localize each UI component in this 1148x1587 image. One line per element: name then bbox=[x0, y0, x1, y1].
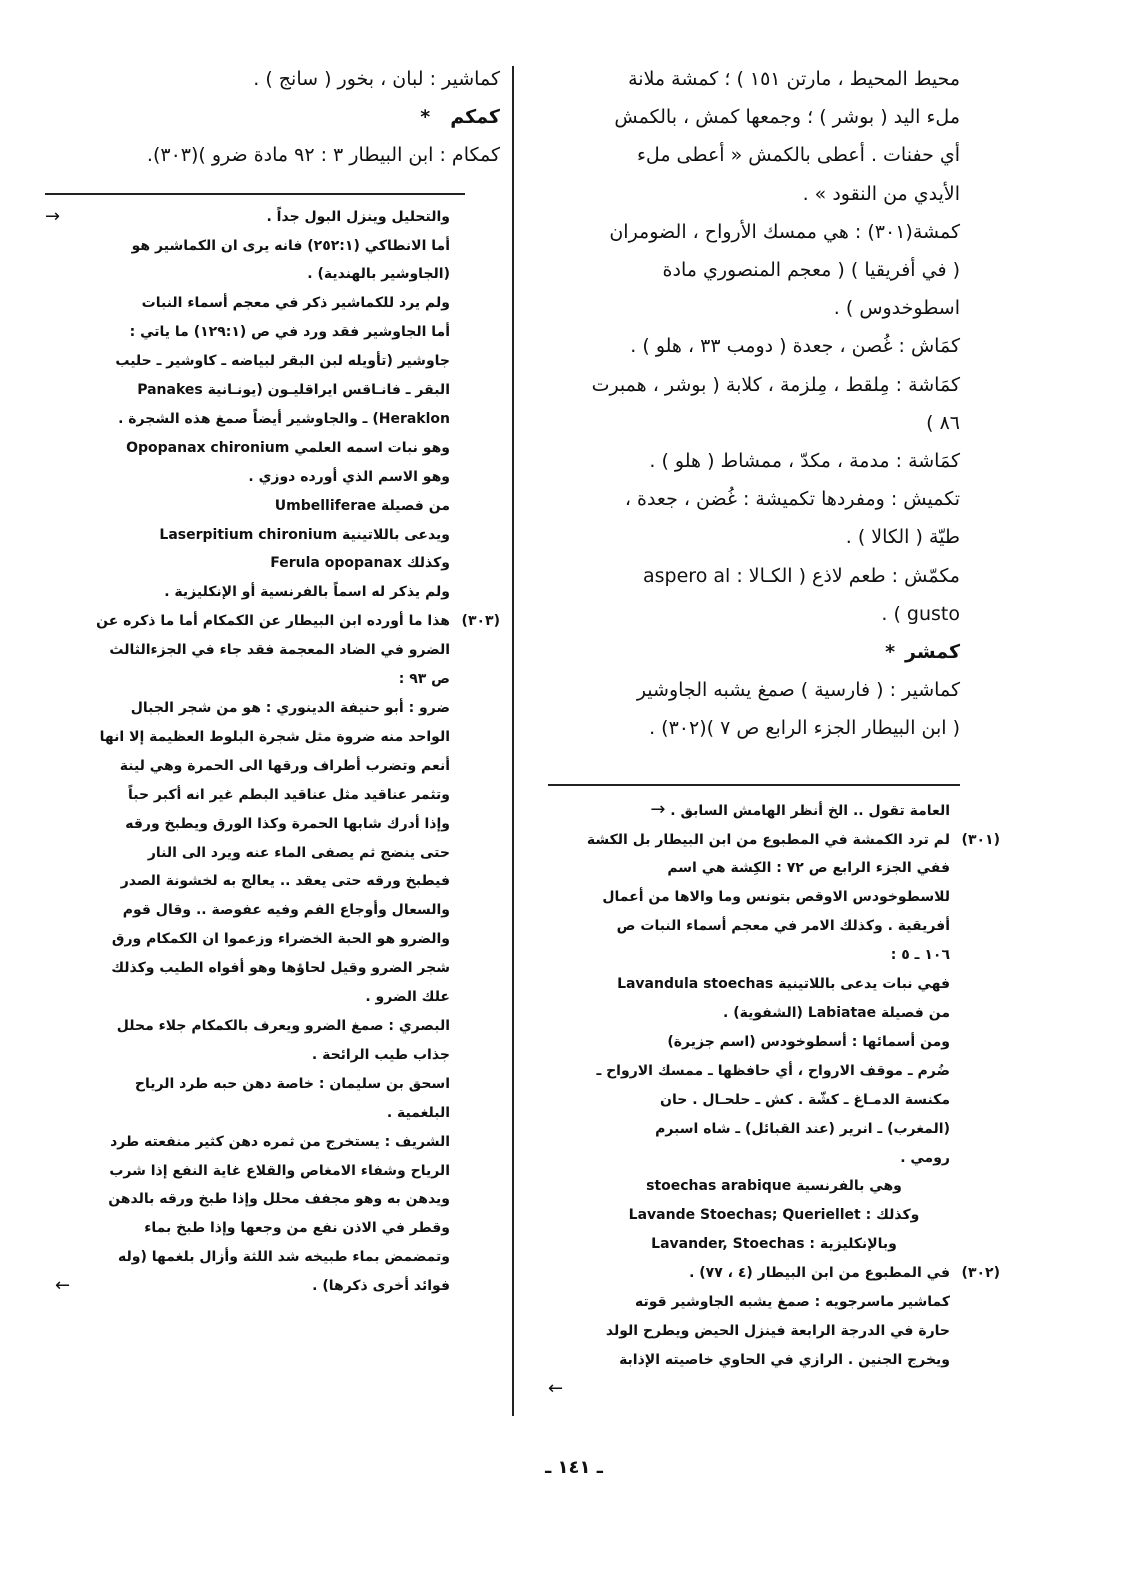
footnote-rule bbox=[548, 784, 960, 786]
footnote-line: ففي الجزء الرابع ص ٧٢ : الكِشة هي اسم bbox=[667, 860, 950, 877]
text-line: gusto ) . bbox=[881, 602, 960, 625]
footnote-line: وكذلك Ferula opopanax bbox=[270, 555, 450, 572]
text-line: ملء اليد ( بوشر ) ؛ وجمعها كمش ، بالكمش bbox=[614, 106, 960, 129]
footnote-line: ولم يرد للكماشير ذكر في معجم أسماء النبات bbox=[141, 295, 450, 312]
footnote-line: البلغمية . bbox=[386, 1104, 450, 1121]
right-column bbox=[548, 60, 1000, 1405]
footnote-line bbox=[548, 1375, 1000, 1405]
footnote-line: وتثمر عناقيد مثل عناقيد البطم غير انه أكبر حباً bbox=[128, 786, 450, 803]
footnote-line: (الجاوشير بالهندية) . bbox=[307, 266, 450, 283]
footnote-line: وقطر في الاذن نفع من وجعها وإذا طبخ بماء bbox=[144, 1220, 450, 1237]
footnote-line: وتمضمض بماء طبيخه شد اللثة وأزال بلغمها (وله bbox=[118, 1249, 450, 1266]
text-line: كماشير : ( فارسية ) صمغ يشبه الجاوشير bbox=[636, 679, 960, 702]
footnote-line: والسعال وأوجاع الفم وفيه عفوصة .. وقال قوم bbox=[122, 902, 450, 919]
footnote-line: للاسطوخودس الاوقص بتونس وما والاها من أعمال bbox=[602, 889, 950, 906]
footnote-line: أما الانطاكي (٢٥٢:١) فانه يرى ان الكماشير هو bbox=[131, 237, 450, 254]
text-line: ٨٦ ) bbox=[926, 411, 960, 434]
footnote-line: فهي نبات يدعى باللاتينية Lavandula stoechas bbox=[617, 976, 950, 993]
footnote-line: رومي . bbox=[900, 1149, 950, 1166]
footnote-number: (٣٠٢) bbox=[961, 1265, 1000, 1282]
column-divider bbox=[512, 66, 514, 1416]
footnote-line: علك الضرو . bbox=[365, 989, 450, 1006]
footnote-line: الرياح وشفاء الامغاص والقلاع غاية النفع إذا شرب bbox=[109, 1162, 450, 1179]
footnote-line: من فصيلة Umbelliferae bbox=[274, 497, 450, 514]
footnote-line: حارة في الدرجة الرابعة فينزل الحيض ويطرح الولد bbox=[605, 1322, 950, 1339]
footnote-line: (٣٠٣)هذا ما أورده ابن البيطار عن الكمكام أما ما ذكره عن bbox=[45, 607, 500, 636]
footnote-line: العامة تقول .. الخ أنظر الهامش السابق . → bbox=[650, 798, 950, 820]
footnote-line: وهو نبات اسمه العلمي Opopanax chironium bbox=[126, 439, 450, 456]
text-line: تكميش : ومفردها تكميشة : غُضن ، جعدة ، bbox=[624, 488, 960, 511]
arrow-right-icon: → bbox=[45, 205, 61, 227]
footnote-line: حتى ينضج ثم يصفى الماء عنه ويرد الى النار bbox=[147, 844, 450, 861]
footnote-line: ويخرج الجنين . الرازي في الحاوي خاصيته الإذابة bbox=[619, 1351, 950, 1368]
text-line: كمشة(٣٠١) : هي ممسك الأرواح ، الضومران bbox=[609, 220, 960, 243]
entry-title: كمشر bbox=[905, 641, 960, 664]
text-line: كمَاش : غُصن ، جعدة ( دومب ٣٣ ، هلو ) . bbox=[630, 335, 960, 358]
footnote-line: أما الجاوشير فقد ورد في ص (١٢٩:١) ما ياتي : bbox=[129, 324, 450, 341]
footnote-line: ويدهن به وهو مجفف محلل وإذا طبخ ورقه بالدهن bbox=[108, 1191, 450, 1208]
entry-heading bbox=[45, 98, 500, 136]
footnote-line: (٣٠٢)في المطبوع من ابن البيطار (٤ ، ٧٧) . bbox=[548, 1259, 1000, 1288]
arrow-left-icon: ← bbox=[548, 1377, 564, 1399]
text-line: كماشير : لبان ، بخور ( سانج ) . bbox=[253, 68, 500, 90]
footnote-line: الواحد منه ضروة مثل شجرة البلوط العظيمة إلا انها bbox=[99, 728, 450, 745]
footnote-line: أفريقية . وكذلك الامر في معجم أسماء النبات ص bbox=[616, 918, 950, 935]
footnote-line: ومن أسمائها : أسطوخودس (اسم جزيرة) bbox=[667, 1033, 950, 1050]
footnote-line: البقر ـ فانـاقس ايراقليـون (يونـانية Panakes bbox=[137, 382, 450, 399]
text-line: الأيدي من النقود » . bbox=[802, 182, 960, 205]
arrow-right-icon: → bbox=[650, 798, 666, 820]
footnote-line: من فصيلة Labiatae (الشفوية) . bbox=[723, 1005, 950, 1021]
footnote-line: فيطبخ ورقه حتى يعقد .. يعالج به لخشونة الصدر bbox=[120, 873, 450, 890]
footnote-line: مكنسة الدمـاغ ـ كشّة . كش ـ حلحـال . حان bbox=[660, 1091, 950, 1108]
text-line: كمَاشة : مِلقط ، مِلزمة ، كلابة ( بوشر ، همبرت bbox=[591, 373, 960, 396]
entry-title: كمكم bbox=[450, 106, 500, 129]
footnote-line: كماشير ماسرجويه : صمغ يشبه الجاوشير قوته bbox=[634, 1294, 950, 1311]
footnote-number: (٣٠١) bbox=[961, 831, 1000, 848]
footnote-line: الشريف : يستخرج من ثمره دهن كثير منفعته طرد bbox=[110, 1133, 450, 1150]
left-main-text bbox=[45, 60, 500, 175]
right-main-text bbox=[548, 60, 960, 748]
footnote-line: ولم يذكر له اسماً بالفرنسية أو الإنكليزية . bbox=[164, 584, 450, 601]
footnote-line: الضرو في الضاد المعجمة فقد جاء في الجزءالثالث bbox=[109, 642, 450, 659]
text-line: محيط المحيط ، مارتن ١٥١ ) ؛ كمشة ملانة bbox=[628, 68, 960, 90]
footnote-line: شجر الضرو وقيل لحاؤها وهو أفواه الطيب وكذلك bbox=[111, 960, 450, 977]
text-line: ( في أفريقيا ) ( معجم المنصوري مادة bbox=[662, 259, 960, 282]
footnote-number: (٣٠٣) bbox=[461, 613, 500, 630]
footnote-line: وكذلك : Lavande Stoechas; Queriellet bbox=[628, 1207, 920, 1224]
footnote-line: جذاب طيب الرائحة . bbox=[311, 1046, 450, 1063]
text-line: كمَاشة : مدمة ، مكدّ ، ممشاط ( هلو ) . bbox=[649, 450, 960, 473]
footnote-line: وإذا أدرك شابها الحمرة وكذا الورق ويطبخ ورقه bbox=[125, 815, 450, 832]
arrow-left-icon: ← bbox=[55, 1275, 71, 1297]
text-line: مكمّش : طعم لاذع ( الكـالا : aspero al bbox=[643, 564, 960, 587]
footnote-line: اسحق بن سليمان : خاصة دهن حبه طرد الرياح bbox=[134, 1075, 450, 1092]
footnote-line: والتحليل وينزل البول جداً . → bbox=[45, 203, 500, 232]
entry-heading bbox=[548, 633, 960, 671]
page-number: ـ ١٤١ ـ bbox=[545, 1457, 603, 1478]
text-line: أي حفنات . أعطى بالكمش « أعطى ملء bbox=[637, 144, 960, 167]
left-footnotes bbox=[45, 203, 500, 1301]
footnote-line: والضرو هو الحبة الخضراء وزعموا ان الكمكام ورق bbox=[111, 931, 450, 948]
footnote-line: (٣٠١)لم ترد الكمشة في المطبوع من ابن البيطار بل الكشة bbox=[548, 826, 1000, 855]
left-column bbox=[45, 60, 500, 1301]
footnote-rule bbox=[45, 193, 465, 195]
right-footnotes bbox=[548, 796, 1000, 1405]
footnote-line: وبالإنكليزية : Lavander, Stoechas bbox=[651, 1236, 897, 1253]
star-marker: * bbox=[885, 641, 896, 664]
footnote-line: وهي بالفرنسية stoechas arabique bbox=[646, 1178, 902, 1195]
footnote-line: فوائد أخرى ذكرها) . ← bbox=[45, 1272, 500, 1301]
footnote-line: ضُرم ـ موقف الارواح ، أي حافظها ـ ممسك الارواح ـ bbox=[596, 1062, 950, 1079]
footnote-line: (المغرب) ـ انرير (عند القبائل) ـ شاه اسبرم bbox=[655, 1120, 950, 1137]
footnote-line: جاوشير (تأويله لبن البقر لبياضه ـ كاوشير ـ حليب bbox=[115, 353, 450, 370]
footnote-line: ص ٩٣ : bbox=[398, 671, 450, 688]
footnote-line: Heraklon) ـ والجاوشير أيضاً صمغ هذه الشجرة . bbox=[118, 410, 450, 427]
text-line: ( ابن البيطار الجزء الرابع ص ٧ )(٣٠٢) . bbox=[649, 717, 960, 740]
footnote-line: ويدعى باللاتينية Laserpitium chironium bbox=[159, 526, 450, 543]
footnote-line: وهو الاسم الذي أورده دوزي . bbox=[248, 468, 450, 485]
footnote-line: ١٠٦ ـ ٥ : bbox=[890, 947, 950, 964]
star-marker: * bbox=[420, 106, 431, 129]
footnote-line: أنعم وتضرب أطراف ورقها الى الحمرة وهي لينة bbox=[119, 757, 450, 774]
text-line: طيّة ( الكالا ) . bbox=[845, 526, 960, 549]
footnote-line: ضرو : أبو حنيفة الدينوري : هو من شجر الجبال bbox=[130, 700, 450, 717]
footnote-line: البصري : صمغ الضرو ويعرف بالكمكام جلاء محلل bbox=[116, 1017, 450, 1034]
text-line: كمكام : ابن البيطار ٣ : ٩٢ مادة ضرو )(٣٠٣). bbox=[146, 144, 500, 167]
text-line: اسطوخدوس ) . bbox=[833, 297, 960, 320]
